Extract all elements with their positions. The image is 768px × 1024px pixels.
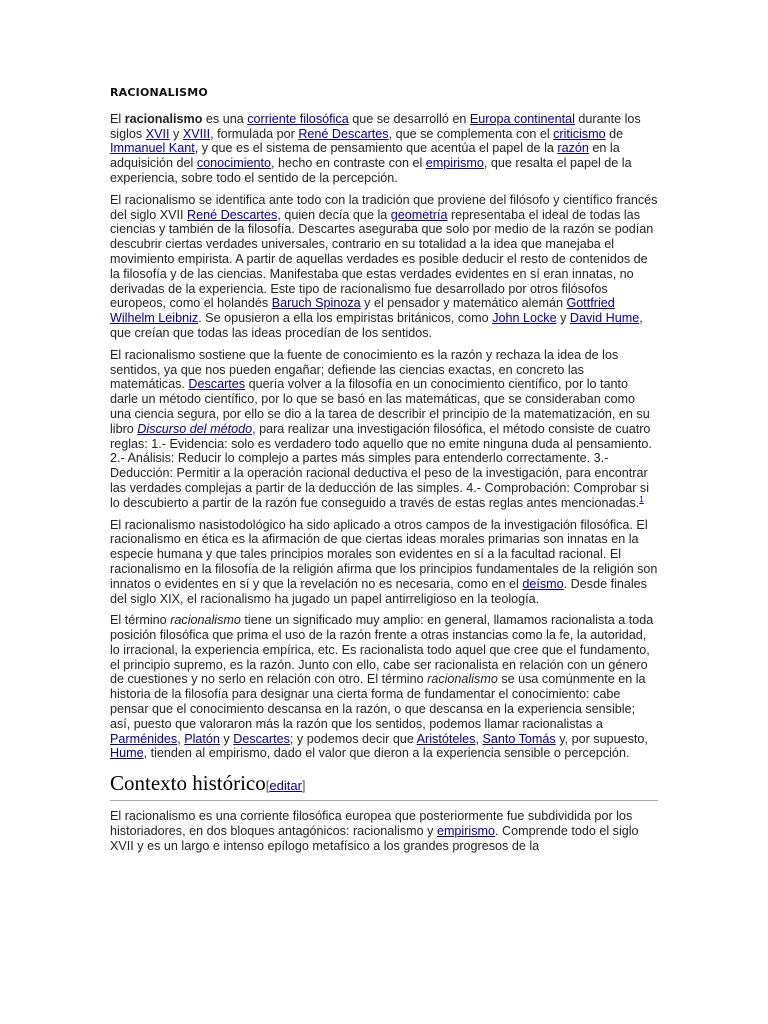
section-heading-text: Contexto histórico <box>110 771 266 796</box>
text: . Se opusieron a ella los empiristas británicos, como <box>198 311 493 326</box>
link-razon[interactable]: razón <box>557 141 589 156</box>
text: , que se complementa con el <box>388 126 554 141</box>
link-xvii[interactable]: XVII <box>145 126 170 141</box>
link-aristoteles[interactable]: Aristóteles <box>416 731 476 746</box>
paragraph-descartes <box>110 193 658 341</box>
paragraph-intro <box>110 112 658 186</box>
text: , que resalta el papel de la experiencia, sobre todo el sentido de la percepción. <box>110 156 632 185</box>
text: , hecho en contraste con el <box>271 156 426 171</box>
text: y <box>169 126 183 141</box>
reference-link[interactable]: 1 <box>639 494 644 504</box>
link-descartes[interactable]: Descartes <box>233 731 290 746</box>
link-platon[interactable]: Platón <box>184 731 220 746</box>
italic-term: racionalismo <box>427 672 498 687</box>
link-geometria[interactable]: geometría <box>390 207 448 222</box>
text: y <box>556 311 570 326</box>
section-heading-contexto-historico <box>110 771 658 801</box>
document-page <box>110 86 658 861</box>
text: El <box>110 111 125 126</box>
link-parmenides[interactable]: Parménides <box>110 731 178 746</box>
text: El término <box>110 613 171 628</box>
paragraph-metodo <box>110 348 658 511</box>
text: que se desarrolló en <box>348 111 470 126</box>
link-empirismo[interactable]: empirismo <box>425 156 484 171</box>
edit-section-link[interactable]: editar <box>269 778 302 794</box>
paragraph-contexto <box>110 809 658 853</box>
text: , <box>177 731 185 746</box>
text: El racionalismo es una corriente filosófica europea que posteriormente fue subdividida por los historiadores, en dos bloques antagónicos: racionalismo y <box>110 809 633 839</box>
text: durante los siglos <box>110 111 641 141</box>
text: , formulada por <box>210 126 299 141</box>
text: , y que es el sistema de pensamiento que acentúa el papel de la <box>194 141 558 156</box>
text: se usa comúnmente en la historia de la filosofía para designar una cierta forma de fundamentar el conocimiento: cabe pensar que el conocimiento descansa en la razón, o que descansa en la experiencia sensible; así, puesto que valoraron más la razón que los sentidos, podemos llamar racionalistas a <box>110 672 646 731</box>
link-immanuel-kant[interactable]: Immanuel Kant <box>110 141 195 156</box>
link-deismo[interactable]: deísmo <box>522 576 564 591</box>
text: , <box>475 731 483 746</box>
text: , que creían que todas las ideas procedían de los sentidos. <box>110 311 643 340</box>
link-criticismo[interactable]: criticismo <box>553 126 606 141</box>
text: El racionalismo nasistodológico ha sido aplicado a otros campos de la investigación filosófica. El racionalismo en ética es la afirmación de que ciertas ideas morales primarias son innatas en la especie humana y que tales principios morales son evidentes en sí a la facultad racional. El racionalismo en la filosofía de la religión afirma que los principios fundamentales de la religión son innatos o evidentes en sí y que la revelación no es necesaria, como en el <box>110 517 658 591</box>
link-hume[interactable]: Hume <box>110 746 144 761</box>
text: y el pensador y matemático alemán <box>360 296 567 311</box>
link-europa-continental[interactable]: Europa continental <box>469 111 575 126</box>
text: , para realizar una investigación filosófica, el método consiste de cuatro reglas: 1.- Evidencia: solo es verdadero todo aquello que no emite ninguna duda al pensamiento. 2.- Análisis: Reducir lo complejo a partes más simples para entenderlo correctamente. 3.- Deducción: Permitir a la operación racional deductiva el peso de la investigación, para encontrar las verdades complejas a partir de la deducción de las simples. 4.- Comprobación: Comprobar si lo descubierto a partir de la razón fue conseguido a través de estas reglas antes mencionadas. <box>110 421 652 510</box>
text: ; y podemos decir que <box>289 731 417 746</box>
link-leibniz[interactable]: Gottfried Wilhelm Leibniz <box>110 296 615 326</box>
italic-term: racionalismo <box>170 613 241 628</box>
text: . Comprende todo el siglo XVII y es un largo e intenso epílogo metafísico a los grandes progresos de la <box>110 824 639 853</box>
text: El racionalismo se identifica ante todo con la tradición que proviene del filósofo y científico francés del siglo XVII <box>110 192 658 222</box>
paragraph-termino <box>110 613 658 761</box>
link-david-hume[interactable]: David Hume <box>569 311 640 326</box>
text: quería volver a la filosofía en un conocimiento científico, por lo tanto darle un método científico, por lo que se basó en las matemáticas, que se consideraban como una ciencia segura, por ello se dio a la tarea de describir el principio de la matematización, en su libro <box>110 377 650 436</box>
text: El racionalismo sostiene que la fuente de conocimiento es la razón y rechaza la idea de los sentidos, ya que nos pueden engañar; defiende las ciencias exactas, en concreto las matemáticas. <box>110 347 619 392</box>
link-discurso-del-metodo[interactable]: Discurso del método <box>137 421 253 436</box>
text: . Desde finales del siglo XIX, el racionalismo ha jugado un papel antirreligioso en la teología. <box>110 576 647 606</box>
text: en la adquisición del <box>110 141 620 171</box>
link-xviii[interactable]: XVIII <box>182 126 211 141</box>
link-santo-tomas[interactable]: Santo Tomás <box>482 731 556 746</box>
edit-section <box>266 778 306 793</box>
text: representaba el ideal de todas las ciencias y también de la filosofía. Descartes aseguraba que solo por medio de la razón se podían descubrir ciertas verdades universales, contrario en su totalidad a la idea que manejaba el movimiento empirista. A partir de aquellas verdades es posible deducir el resto de contenidos de la filosofía y de las ciencias. Manifestaba que estas verdades evidentes en sí eran innatas, no derivadas de la experiencia. Este tipo de racionalismo fue desarrollado por otros filósofos europeos, como el holandés <box>110 207 654 311</box>
text: de <box>605 126 624 141</box>
text: y <box>219 731 234 746</box>
link-conocimiento[interactable]: conocimiento <box>196 156 272 171</box>
link-descartes[interactable]: Descartes <box>188 377 246 392</box>
bold-term: racionalismo <box>124 111 203 126</box>
link-rene-descartes[interactable]: René Descartes <box>298 126 389 141</box>
edit-bracket-open: [ <box>265 778 270 794</box>
paragraph-etica-religion <box>110 518 658 607</box>
document-title: RACIONALISMO <box>110 86 208 99</box>
text: y, por supuesto, <box>555 731 648 746</box>
text: , tienden al empirismo, dado el valor que dieron a la experiencia sensible o percepción. <box>143 746 630 761</box>
text: tiene un significado muy amplio: en general, llamamos racionalista a toda posición filosófica que prima el uso de la razón frente a otras instancias como la fe, la autoridad, lo irracional, la experiencia empírica, etc. Es racionalista todo aquel que cree que el fundamento, el principio supremo, es la razón. Junto con ello, cabe ser racionalista en relación con un género de cuestiones y no serlo en relación con otro. El término <box>110 613 654 687</box>
link-corriente-filosofica[interactable]: corriente filosófica <box>247 111 349 126</box>
text: , quien decía que la <box>277 207 391 222</box>
edit-bracket-close: ] <box>301 778 306 794</box>
link-rene-descartes[interactable]: René Descartes <box>187 207 278 222</box>
text: es una <box>202 111 248 126</box>
link-empirismo[interactable]: empirismo <box>436 824 496 839</box>
link-baruch-spinoza[interactable]: Baruch Spinoza <box>271 296 361 311</box>
link-john-locke[interactable]: John Locke <box>492 311 557 326</box>
